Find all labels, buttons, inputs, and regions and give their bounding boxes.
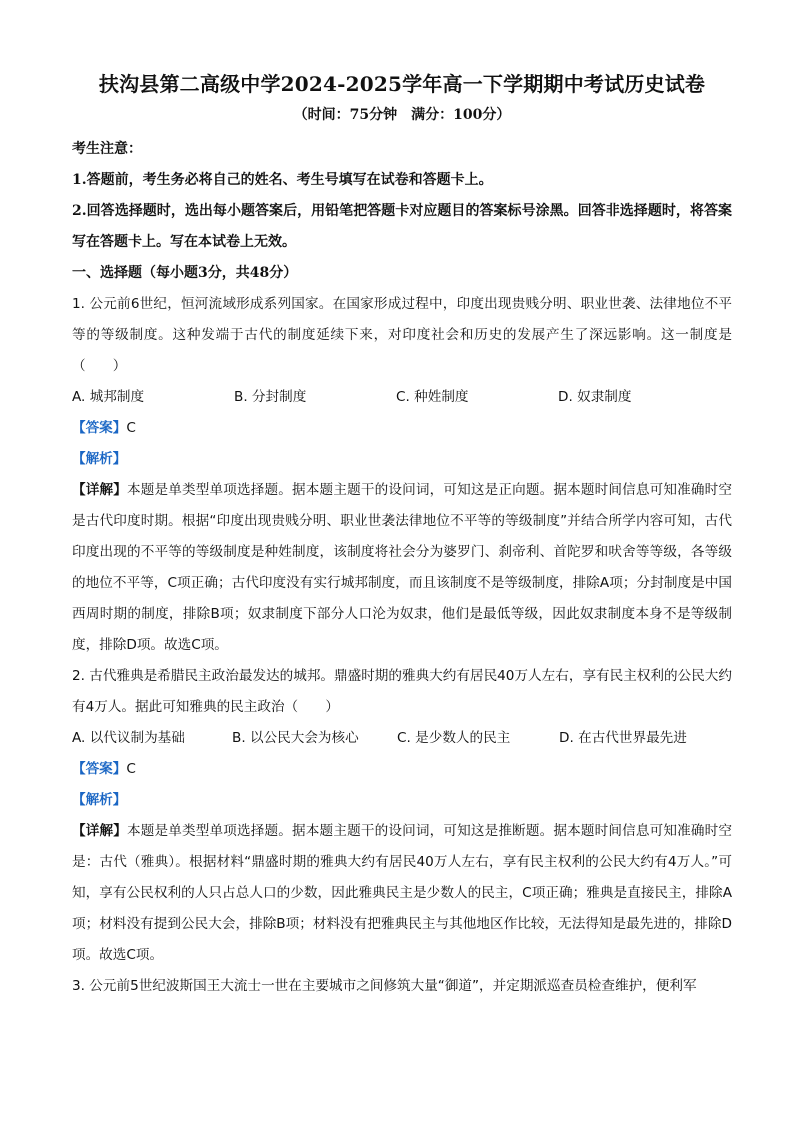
detail-text: 本题是单类型单项选择题。据本题主题干的设问词，可知这是正向题。据本题时间信息可知准确时空是古代印度时期。根据“印度出现贵贱分明、职业世袭法律地位不平等的等级制度”并结合所学内容可知，古代印度出现的不平等的等级制度是种姓制度，该制度将社会分为婆罗门、刹帝利、首陀罗和吠舍等等级，各等级的地位不平等，C项正确；古代印度没有实行城邦制度，而且该制度不是等级制度，排除A项；分封制度是中国西周时期的制度，排除B项；奴隶制度下部分人口沦为奴隶，他们是最低等级，因此奴隶制度本身不是等级制度，排除D项。故选C项。 xyxy=(72,482,732,653)
analysis-line xyxy=(72,785,732,816)
option-c: C. 是少数人的民主 xyxy=(397,730,511,746)
option-a: A. 以代议制为基础 xyxy=(72,730,185,746)
detail-paragraph xyxy=(72,816,732,971)
option-c: C. 种姓制度 xyxy=(396,389,469,405)
question-stem: 3. 公元前5世纪波斯国王大流士一世在主要城市之间修筑大量“御道”，并定期派巡查员检查维护，便利军 xyxy=(72,978,697,994)
option-b: B. 以公民大会为核心 xyxy=(232,730,359,746)
option-d: D. 奴隶制度 xyxy=(558,389,632,405)
option-a: A. 城邦制度 xyxy=(72,389,145,405)
option-d: D. 在古代世界最先进 xyxy=(559,730,687,746)
detail-label: 【详解】 xyxy=(72,482,128,498)
exam-page xyxy=(72,70,732,1002)
answer-value: C xyxy=(126,761,136,777)
question-stem: 2. 古代雅典是希腊民主政治最发达的城邦。鼎盛时期的雅典大约有居民40万人左右，享有民主权利的公民大约有4万人。据此可知雅典的民主政治（ ） xyxy=(72,668,732,715)
answer-line xyxy=(72,754,732,785)
analysis-label: 【解析】 xyxy=(72,792,127,808)
option-b: B. 分封制度 xyxy=(234,389,307,405)
detail-label: 【详解】 xyxy=(72,823,128,839)
detail-paragraph xyxy=(72,475,732,661)
exam-title: 扶沟县第二高级中学2024-2025学年高一下学期期中考试历史试卷 xyxy=(98,72,706,96)
section-heading: 一、选择题（每小题3分，共48分） xyxy=(72,265,298,281)
answer-label: 【答案】 xyxy=(72,420,127,436)
notice-item: 1.答题前，考生务必将自己的姓名、考生号填写在试卷和答题卡上。 xyxy=(72,172,493,188)
option-list xyxy=(72,382,732,413)
answer-line xyxy=(72,413,732,444)
question-stem: 1. 公元前6世纪，恒河流域形成系列国家。在国家形成过程中，印度出现贵贱分明、职业世袭、法律地位不平等的等级制度。这种发端于古代的制度延续下来，对印度社会和历史的发展产生了深远影响。这一制度是（ ） xyxy=(72,296,732,374)
analysis-line xyxy=(72,444,732,475)
answer-label: 【答案】 xyxy=(72,761,127,777)
notice-heading: 考生注意： xyxy=(72,141,142,157)
exam-subtitle: （时间：75分钟 满分：100分） xyxy=(293,107,511,123)
detail-text: 本题是单类型单项选择题。据本题主题干的设问词，可知这是推断题。据本题时间信息可知准确时空是：古代（雅典）。根据材料“鼎盛时期的雅典大约有居民40万人左右，享有民主权利的公民大约有4万人。”可知，享有公民权利的人只占总人口的少数，因此雅典民主是少数人的民主，C项正确；雅典是直接民主，排除A项；材料没有提到公民大会，排除B项；材料没有把雅典民主与其他地区作比较，无法得知是最先进的，排除D项。故选C项。 xyxy=(72,823,732,963)
analysis-label: 【解析】 xyxy=(72,451,127,467)
option-list xyxy=(72,723,732,754)
notice-item: 2.回答选择题时，选出每小题答案后，用铅笔把答题卡对应题目的答案标号涂黑。回答非选择题时，将答案写在答题卡上。写在本试卷上无效。 xyxy=(72,203,732,250)
answer-value: C xyxy=(126,420,136,436)
